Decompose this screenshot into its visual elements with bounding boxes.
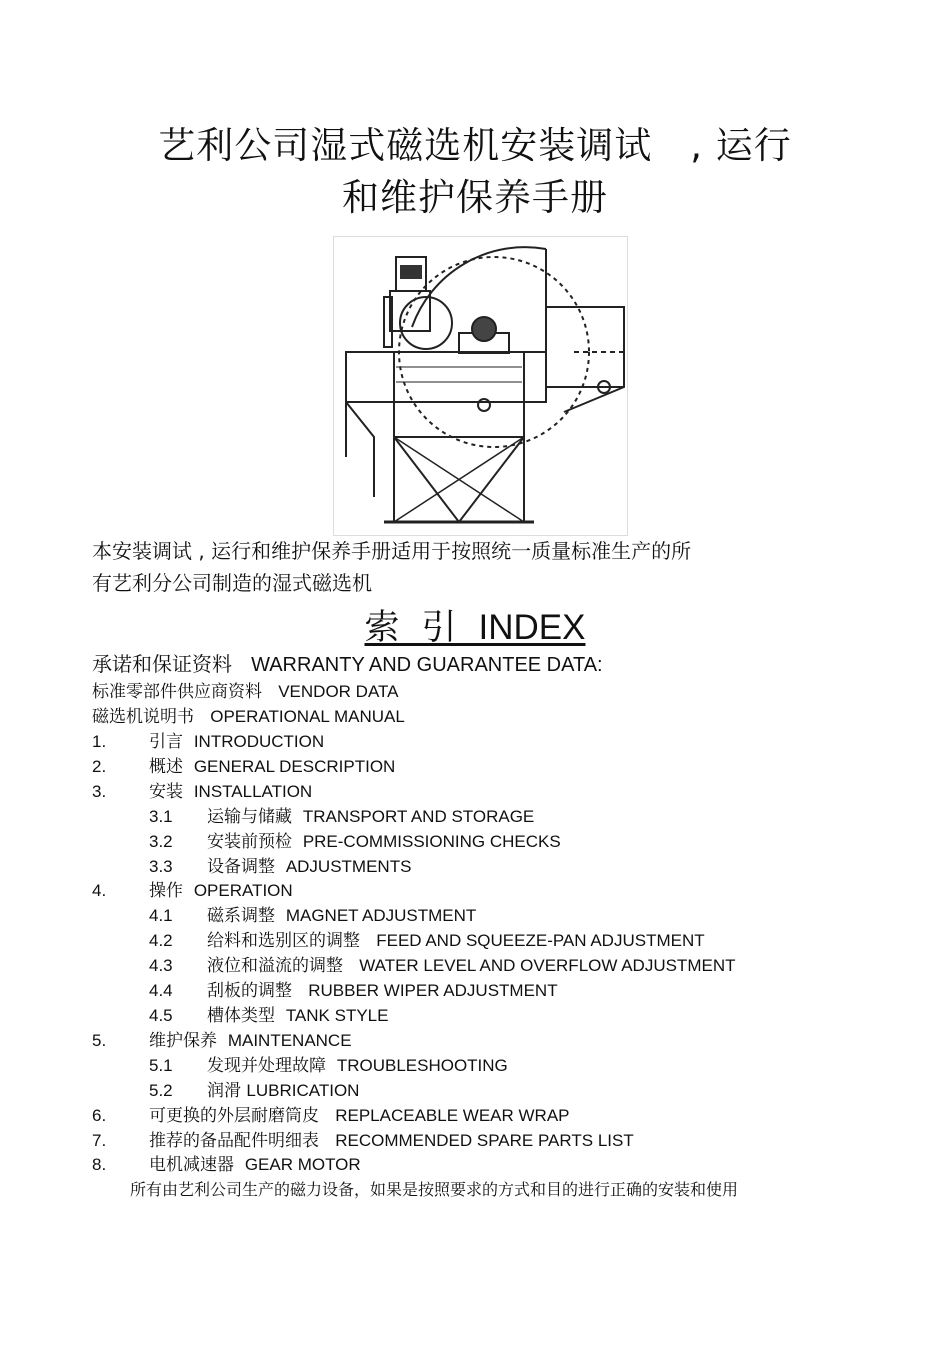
toc-entry: 刮板的调整 RUBBER WIPER ADJUSTMENT	[207, 981, 558, 1001]
toc-entry: 维护保养 MAINTENANCE	[149, 1031, 352, 1051]
toc-number: 2.	[92, 757, 107, 776]
toc-entry: 发现并处理故障 TROUBLESHOOTING	[207, 1056, 508, 1076]
toc-number: 5.	[92, 1031, 107, 1050]
toc-entry-warranty: 承诺和保证资料 WARRANTY AND GUARANTEE DATA:	[92, 652, 603, 676]
document-title-line-1: 艺利公司湿式磁选机安装调试 , 运行	[158, 124, 792, 167]
magnetic-separator-drawing	[333, 236, 628, 536]
toc-number: 4.5	[149, 1006, 173, 1025]
toc-number: 4.4	[149, 981, 173, 1000]
toc-entry: 液位和溢流的调整 WATER LEVEL AND OVERFLOW ADJUSTMENT	[207, 956, 736, 976]
toc-number: 6.	[92, 1106, 107, 1125]
toc-number: 8.	[92, 1155, 107, 1174]
index-heading	[0, 604, 950, 652]
toc-entry: 磁系调整 MAGNET ADJUSTMENT	[207, 906, 477, 926]
toc-entry: 推荐的备品配件明细表 RECOMMENDED SPARE PARTS LIST	[149, 1131, 634, 1151]
toc-number: 3.1	[149, 807, 173, 826]
toc-number: 4.1	[149, 906, 173, 925]
toc-entry-vendor-data: 标准零部件供应商资料 VENDOR DATA	[92, 682, 399, 702]
toc-number: 3.	[92, 782, 107, 801]
footer-paragraph: 所有由艺利公司生产的磁力设备，如果是按照要求的方式和目的进行正确的安装和使用	[130, 1180, 739, 1199]
toc-entry: 槽体类型 TANK STYLE	[207, 1006, 389, 1026]
toc-entry: 设备调整 ADJUSTMENTS	[207, 857, 412, 877]
toc-number: 5.1	[149, 1056, 173, 1075]
intro-line-1: 本安装调试 , 运行和维护保养手册适用于按照统一质量标准生产的所	[92, 539, 692, 563]
toc-entry: 可更换的外层耐磨筒皮 REPLACEABLE WEAR WRAP	[149, 1106, 570, 1126]
toc-number: 1.	[92, 732, 107, 751]
toc-number: 5.2	[149, 1081, 173, 1100]
toc-number: 4.2	[149, 931, 173, 950]
toc-entry: 引言 INTRODUCTION	[149, 732, 325, 752]
document-title-line-2: 和维护保养手册	[342, 176, 608, 219]
toc-entry: 润滑 LUBRICATION	[207, 1081, 360, 1101]
intro-line-2: 有艺利分公司制造的湿式磁选机	[92, 571, 372, 595]
toc-number: 4.	[92, 881, 107, 900]
toc-entry: 安装前预检 PRE-COMMISSIONING CHECKS	[207, 832, 561, 852]
toc-entry: 运输与储藏 TRANSPORT AND STORAGE	[207, 807, 535, 827]
toc-entry-operational-manual: 磁选机说明书 OPERATIONAL MANUAL	[92, 707, 405, 727]
toc-entry: 操作 OPERATION	[149, 881, 293, 901]
toc-number: 3.2	[149, 832, 173, 851]
index-heading-en: INDEX	[478, 608, 586, 647]
toc-entry: 概述 GENERAL DESCRIPTION	[149, 757, 396, 777]
intro-paragraph	[92, 535, 912, 599]
toc-entry: 电机减速器 GEAR MOTOR	[149, 1155, 361, 1175]
toc-entry: 安装 INSTALLATION	[149, 782, 313, 802]
toc-number: 3.3	[149, 857, 173, 876]
toc-number: 7.	[92, 1131, 107, 1150]
toc-entry: 给料和选别区的调整 FEED AND SQUEEZE-PAN ADJUSTMENT	[207, 931, 705, 951]
index-heading-zh: 索引	[364, 608, 479, 647]
toc-number: 4.3	[149, 956, 173, 975]
